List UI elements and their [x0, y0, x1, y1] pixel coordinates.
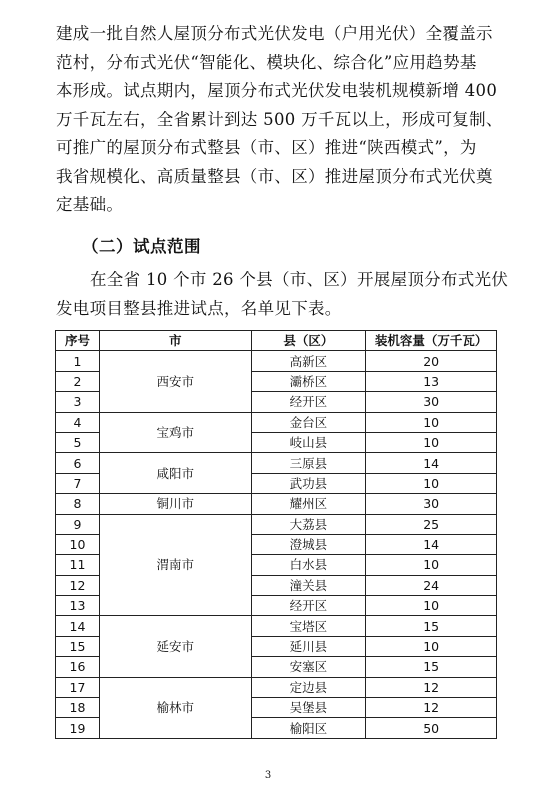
cell-number: 12 [56, 575, 100, 595]
cell-number: 7 [56, 473, 100, 493]
table-row [56, 351, 497, 371]
cell-capacity: 10 [366, 636, 497, 656]
header-capacity: 装机容量（万千瓦） [366, 331, 497, 351]
cell-capacity: 15 [366, 616, 497, 636]
cell-capacity: 10 [366, 412, 497, 432]
cell-county: 白水县 [251, 555, 366, 575]
cell-county: 金台区 [251, 412, 366, 432]
text-line: 发电项目整县推进试点，名单见下表。 [56, 298, 342, 318]
cell-city: 咸阳市 [99, 453, 251, 494]
cell-county: 经开区 [251, 596, 366, 616]
pilot-list-table [55, 330, 497, 739]
text-line: 范村，分布式光伏“智能化、模块化、综合化”应用趋势基 [56, 52, 477, 72]
cell-county: 定边县 [251, 677, 366, 697]
cell-number: 14 [56, 616, 100, 636]
header-county: 县（区） [251, 331, 366, 351]
text-line: 本形成。试点期内，屋顶分布式光伏发电装机规模新增 400 [56, 81, 498, 100]
cell-county: 耀州区 [251, 494, 366, 514]
text-line: 在全省 10 个市 26 个县（市、区）开展屋顶分布式光伏 [90, 270, 509, 289]
table-row [56, 616, 497, 636]
cell-capacity: 10 [366, 473, 497, 493]
cell-city: 宝鸡市 [99, 412, 251, 453]
cell-number: 19 [56, 718, 100, 738]
cell-capacity: 10 [366, 596, 497, 616]
cell-county: 大荔县 [251, 514, 366, 534]
cell-capacity: 14 [366, 453, 497, 473]
cell-number: 10 [56, 534, 100, 554]
cell-number: 9 [56, 514, 100, 534]
table-row [56, 453, 497, 473]
table-row [56, 494, 497, 514]
header-city: 市 [99, 331, 251, 351]
cell-county: 延川县 [251, 636, 366, 656]
text-line: 可推广的屋顶分布式整县（市、区）推进“陕西模式”，为 [56, 138, 477, 157]
cell-number: 18 [56, 698, 100, 718]
cell-county: 安塞区 [251, 657, 366, 677]
cell-capacity: 12 [366, 698, 497, 718]
table-header-row [56, 331, 497, 351]
cell-county: 三原县 [251, 453, 366, 473]
cell-capacity: 12 [366, 677, 497, 697]
cell-number: 11 [56, 555, 100, 575]
cell-capacity: 10 [366, 555, 497, 575]
cell-county: 高新区 [251, 351, 366, 371]
cell-capacity: 20 [366, 351, 497, 371]
cell-capacity: 50 [366, 718, 497, 738]
cell-number: 1 [56, 351, 100, 371]
section-heading: （二）试点范围 [82, 237, 201, 256]
text-line: 我省规模化、高质量整县（市、区）推进屋顶分布式光伏奠 [56, 166, 493, 186]
cell-county: 武功县 [251, 473, 366, 493]
cell-city: 铜川市 [99, 494, 251, 514]
cell-county: 榆阳区 [251, 718, 366, 738]
cell-capacity: 14 [366, 534, 497, 554]
table-row [56, 677, 497, 697]
cell-capacity: 15 [366, 657, 497, 677]
cell-number: 3 [56, 392, 100, 412]
paragraph-pilot-scope [56, 266, 509, 323]
page-number: 3 [264, 770, 272, 781]
cell-county: 经开区 [251, 392, 366, 412]
cell-capacity: 25 [366, 514, 497, 534]
cell-number: 15 [56, 636, 100, 656]
cell-county: 潼关县 [251, 575, 366, 595]
cell-number: 17 [56, 677, 100, 697]
cell-city: 渭南市 [99, 514, 251, 616]
cell-number: 16 [56, 657, 100, 677]
cell-capacity: 13 [366, 371, 497, 391]
cell-capacity: 30 [366, 494, 497, 514]
cell-capacity: 24 [366, 575, 497, 595]
cell-capacity: 10 [366, 432, 497, 452]
header-number: 序号 [56, 331, 100, 351]
cell-city: 延安市 [99, 616, 251, 677]
cell-city: 西安市 [99, 351, 251, 412]
paragraph-pilot-goals [56, 20, 503, 220]
cell-county: 灞桥区 [251, 371, 366, 391]
text-line: 定基础。 [56, 195, 124, 214]
cell-number: 13 [56, 596, 100, 616]
cell-number: 2 [56, 371, 100, 391]
cell-number: 6 [56, 453, 100, 473]
cell-county: 岐山县 [251, 432, 366, 452]
table-row [56, 514, 497, 534]
cell-number: 5 [56, 432, 100, 452]
cell-number: 4 [56, 412, 100, 432]
cell-city: 榆林市 [99, 677, 251, 738]
cell-county: 澄城县 [251, 534, 366, 554]
cell-capacity: 30 [366, 392, 497, 412]
text-line: 万千瓦左右，全省累计到达 500 万千瓦以上，形成可复制、 [56, 109, 503, 129]
cell-county: 吴堡县 [251, 698, 366, 718]
cell-county: 宝塔区 [251, 616, 366, 636]
text-line: 建成一批自然人屋顶分布式光伏发电（户用光伏）全覆盖示 [56, 24, 493, 43]
table-row [56, 412, 497, 432]
cell-number: 8 [56, 494, 100, 514]
